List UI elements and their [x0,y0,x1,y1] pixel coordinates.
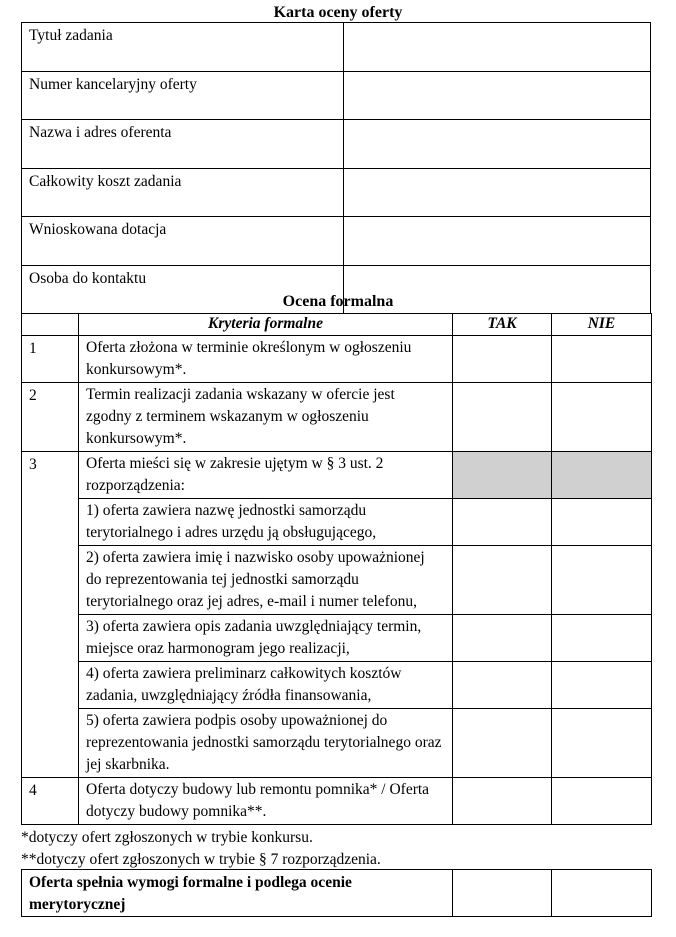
criterion-text: Oferta dotyczy budowy lub remontu pomnika* / Oferta dotyczy budowy pomnika**. [79,778,453,825]
summary-no-cell[interactable] [552,870,652,917]
no-cell[interactable] [552,662,652,709]
info-value-cell[interactable] [344,168,651,217]
footnote: **dotyczy ofert zgłoszonych w trybie § 7 rozporządzenia. [21,851,381,868]
info-row [22,217,651,266]
criterion-text: 3) oferta zawiera opis zadania uwzględniający termin, miejsce oraz harmonogram jego realizacji, [79,615,453,662]
header-no: NIE [552,314,652,336]
criterion-text: Termin realizacji zadania wskazany w ofercie jest zgodny z terminem wskazanym w ogłoszeniu konkursowym*. [79,383,453,452]
no-cell[interactable] [552,546,652,615]
no-cell[interactable] [552,615,652,662]
summary-table [21,869,652,917]
no-cell[interactable] [552,336,652,383]
info-label: Numer kancelaryjny oferty [22,71,344,120]
info-value-cell[interactable] [344,217,651,266]
no-cell-disabled [552,452,652,499]
info-row [22,71,651,120]
header-row [22,314,652,336]
footnote: *dotyczy ofert zgłoszonych w trybie konkursu. [21,829,313,846]
row-number: 3 [22,452,79,778]
info-label: Całkowity koszt zadania [22,168,344,217]
offer-info-table [21,22,651,314]
no-cell[interactable] [552,383,652,452]
row-number: 1 [22,336,79,383]
summary-label: Oferta spełnia wymogi formalne i podlega ocenie merytorycznej [22,870,453,917]
info-row [22,168,651,217]
yes-cell-disabled [453,452,552,499]
info-value-cell[interactable] [344,23,651,72]
criterion-text: Oferta złożona w terminie określonym w ogłoszeniu konkursowym*. [79,336,453,383]
table-row [22,499,652,546]
info-label: Wnioskowana dotacja [22,217,344,266]
table-row [22,778,652,825]
table-row [22,662,652,709]
no-cell[interactable] [552,778,652,825]
no-cell[interactable] [552,709,652,778]
card-title: Karta oceny oferty [273,4,403,21]
summary-yes-cell[interactable] [453,870,552,917]
row-number: 2 [22,383,79,452]
criterion-text: 2) oferta zawiera imię i nazwisko osoby upoważnionej do reprezentowania tej jednostki samorządu terytorialnego oraz jej adres, e-mail i numer telefonu, [79,546,453,615]
criterion-text: 5) oferta zawiera podpis osoby upoważnionej do reprezentowania jednostki samorządu terytorialnego oraz jej skarbnika. [79,709,453,778]
criterion-text: 4) oferta zawiera preliminarz całkowitych kosztów zadania, uwzględniający źródła finansowania, [79,662,453,709]
info-row [22,23,651,72]
criterion-text: Oferta mieści się w zakresie ujętym w § 3 ust. 2 rozporządzenia: [79,452,453,499]
yes-cell[interactable] [453,615,552,662]
info-value-cell[interactable] [344,71,651,120]
yes-cell[interactable] [453,778,552,825]
yes-cell[interactable] [453,499,552,546]
no-cell[interactable] [552,499,652,546]
criterion-text: 1) oferta zawiera nazwę jednostki samorządu terytorialnego i adres urzędu ją obsługującego, [79,499,453,546]
info-row [22,120,651,169]
yes-cell[interactable] [453,546,552,615]
yes-cell[interactable] [453,709,552,778]
summary-row [22,870,652,917]
table-row [22,452,652,499]
header-number [22,314,79,336]
header-criteria: Kryteria formalne [79,314,453,336]
yes-cell[interactable] [453,662,552,709]
table-row [22,383,652,452]
table-row [22,546,652,615]
table-row [22,336,652,383]
row-number: 4 [22,778,79,825]
formal-section-title: Ocena formalna [282,293,394,310]
table-row [22,615,652,662]
info-label: Nazwa i adres oferenta [22,120,344,169]
table-row [22,709,652,778]
header-yes: TAK [453,314,552,336]
info-label: Tytuł zadania [22,23,344,72]
yes-cell[interactable] [453,336,552,383]
info-label: Osoba do kontaktu [22,265,344,314]
formal-criteria-table [21,313,652,825]
yes-cell[interactable] [453,383,552,452]
info-value-cell[interactable] [344,120,651,169]
